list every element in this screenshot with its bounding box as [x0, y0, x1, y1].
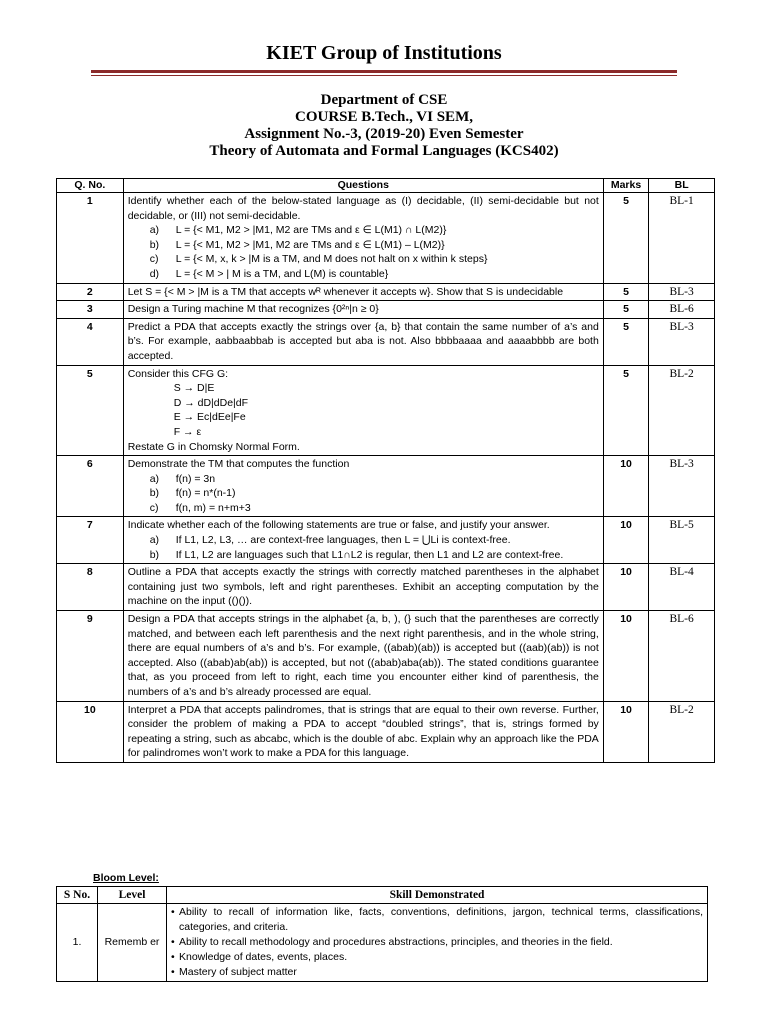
sub-question-letter: a) — [149, 472, 160, 485]
sub-question — [128, 267, 599, 282]
skill-text: Mastery of subject matter — [179, 966, 297, 978]
question-row — [57, 365, 715, 456]
sub-question — [128, 501, 599, 516]
subject-heading: Theory of Automata and Formal Languages (KCS402) — [209, 143, 559, 159]
question-bloom-level: BL-2 — [649, 701, 715, 762]
sub-question — [128, 223, 599, 238]
question-cell — [123, 611, 603, 702]
skill-item — [171, 905, 703, 935]
bloom-sno: 1. — [57, 904, 98, 982]
sub-question-text: If L1, L2 are languages such that L1∩L2 is regular, then L1 and L2 are context-free. — [175, 548, 564, 561]
course-heading: COURSE B.Tech., VI SEM, — [295, 109, 473, 125]
question-row — [57, 301, 715, 319]
question-text: Let S = {< M > |M is a TM that accepts wᴿ whenever it accepts w}. Show that S is undecidable — [127, 285, 564, 298]
question-text-after: Restate G in Chomsky Normal Form. — [127, 440, 300, 453]
question-row — [57, 456, 715, 517]
question-cell — [123, 301, 603, 319]
skill-item — [171, 965, 703, 980]
skill-text: Ability to recall methodology and procedures abstractions, principles, and theories in the field. — [179, 936, 613, 948]
institution-title: KIET Group of Institutions — [266, 42, 502, 64]
col-qno: Q. No. — [57, 179, 124, 193]
bloom-level-name: Rememb er — [98, 904, 167, 982]
question-bloom-level: BL-3 — [649, 318, 715, 365]
question-text: Outline a PDA that accepts exactly the strings with correctly matched parentheses in the alphabet containing just two symbols, left and right parentheses. Exhibit an accepting computation by the machine on the input (()()). — [127, 566, 599, 608]
skill-item — [171, 935, 703, 950]
question-bloom-level: BL-6 — [649, 301, 715, 319]
question-marks: 5 — [603, 318, 648, 365]
question-row — [57, 611, 715, 702]
col-questions: Questions — [123, 179, 603, 193]
bloom-col-skill: Skill Demonstrated — [167, 887, 708, 904]
question-number: 8 — [57, 564, 124, 611]
question-marks: 10 — [603, 611, 648, 702]
grammar-rule: F → ε — [173, 425, 202, 438]
question-number: 10 — [57, 701, 124, 762]
question-text: Demonstrate the TM that computes the function — [127, 458, 350, 471]
question-text: Design a PDA that accepts strings in the alphabet {a, b, ), (} such that the parentheses are correctly matched, and between each left parenthesis and the next right parenthesis, and in the whole string, there are equal numbers of a’s and b’s. For example, ((abab)(ab)) is accepted but ((aab)(ab)) is not accepted. Also ((abab)ab(ab)) is accepted, but not ((abab)aba(ab)). The stated conditions guarantee that, as you proceed from left to right, each time you encounter either kind of parenthesis, the numbers of a’s and b’s already processed are equal. — [127, 613, 599, 698]
question-bloom-level: BL-5 — [649, 517, 715, 564]
question-marks: 5 — [603, 193, 648, 284]
bloom-level-label: Bloom Level: — [93, 872, 159, 884]
bullet-icon: • — [171, 936, 175, 948]
sub-question — [128, 472, 599, 487]
sub-question — [128, 548, 599, 563]
question-number: 5 — [57, 365, 124, 456]
question-bloom-level: BL-1 — [649, 193, 715, 284]
bloom-table — [56, 886, 708, 982]
question-number: 7 — [57, 517, 124, 564]
question-row — [57, 283, 715, 301]
header-rule-thick — [91, 70, 677, 73]
question-row — [57, 517, 715, 564]
sub-question — [128, 533, 599, 548]
question-cell — [123, 456, 603, 517]
department-heading: Department of CSE — [320, 92, 448, 108]
question-number: 1 — [57, 193, 124, 284]
question-marks: 5 — [603, 365, 648, 456]
header-rule-thin — [91, 75, 677, 76]
question-row — [57, 564, 715, 611]
question-row — [57, 701, 715, 762]
question-row — [57, 193, 715, 284]
sub-question-letter: c) — [149, 253, 159, 266]
question-marks: 10 — [603, 456, 648, 517]
question-cell — [123, 283, 603, 301]
question-cell — [123, 193, 603, 284]
sub-question-letter: a) — [149, 224, 160, 237]
question-number: 4 — [57, 318, 124, 365]
sub-question-text: f(n, m) = n+m+3 — [175, 501, 251, 514]
question-text: Consider this CFG G: — [127, 367, 229, 380]
col-bl: BL — [649, 179, 715, 193]
sub-question-text: L = {< M1, M2 > |M1, M2 are TMs and ε ∈ L(M1) ∩ L(M2)} — [175, 224, 447, 237]
sub-question — [128, 238, 599, 253]
question-number: 3 — [57, 301, 124, 319]
question-marks: 10 — [603, 517, 648, 564]
question-text: Predict a PDA that accepts exactly the strings over {a, b} that contain the same number of a’s and b’s. For example, aabbaabbab is accepted but aba is not. Also bbbbaaaa and aaaabbbb are both accepted. — [127, 320, 599, 362]
grammar-rule: E → Ec|dEe|Fe — [173, 411, 246, 424]
skill-text: Ability to recall of information like, facts, conventions, definitions, jargon, technical terms, classifications, categories, and criteria. — [179, 906, 703, 933]
question-cell — [123, 318, 603, 365]
sub-question-text: f(n) = n*(n-1) — [175, 487, 236, 500]
sub-question-letter: b) — [149, 548, 160, 561]
question-marks: 5 — [603, 301, 648, 319]
skill-text: Knowledge of dates, events, places. — [179, 951, 348, 963]
question-text: Design a Turing machine M that recognizes {0²ⁿ|n ≥ 0} — [127, 303, 379, 316]
sub-question — [128, 486, 599, 501]
bloom-col-sno: S No. — [57, 887, 98, 904]
sub-question-text: f(n) = 3n — [175, 472, 216, 485]
question-cell — [123, 517, 603, 564]
sub-question-text: L = {< M1, M2 > |M1, M2 are TMs and ε ∈ L(M1) – L(M2)} — [175, 238, 445, 251]
bloom-body — [57, 904, 708, 982]
bullet-icon: • — [171, 906, 175, 918]
sub-question-letter: c) — [149, 501, 159, 514]
questions-body — [57, 193, 715, 763]
question-number: 6 — [57, 456, 124, 517]
sub-question — [128, 252, 599, 267]
question-bloom-level: BL-2 — [649, 365, 715, 456]
bloom-col-level: Level — [98, 887, 167, 904]
assignment-heading: Assignment No.-3, (2019-20) Even Semester — [244, 126, 524, 142]
question-number: 9 — [57, 611, 124, 702]
question-marks: 5 — [603, 283, 648, 301]
question-cell — [123, 701, 603, 762]
question-cell — [123, 564, 603, 611]
sub-question-letter: a) — [149, 534, 160, 547]
question-marks: 10 — [603, 701, 648, 762]
question-text: Interpret a PDA that accepts palindromes, that is strings that are equal to their own reverse. Further, consider the problem of making a PDA to accept “doubled strings”, that is, strings formed by repeating a string, such as abcabc, which is the double of abc. Explain why an approach like the PDA for palindromes won’t work to make a PDA for this language. — [127, 703, 599, 760]
grammar-rule: D → dD|dDe|dF — [173, 396, 249, 409]
question-text: Identify whether each of the below-stated language as (I) decidable, (II) semi-decidable but not decidable, or (III) not semi-decidable. — [127, 195, 599, 222]
sub-question-text: If L1, L2, L3, … are context-free languages, then L = ⋃Li is context-free. — [175, 534, 511, 547]
questions-table-header — [57, 179, 715, 193]
sub-question-letter: b) — [149, 487, 160, 500]
skill-item — [171, 950, 703, 965]
bloom-skills — [167, 904, 708, 982]
question-bloom-level: BL-3 — [649, 283, 715, 301]
question-marks: 10 — [603, 564, 648, 611]
question-cell — [123, 365, 603, 456]
question-row — [57, 318, 715, 365]
question-bloom-level: BL-4 — [649, 564, 715, 611]
sub-question-text: L = {< M, x, k > |M is a TM, and M does not halt on x within k steps} — [175, 253, 488, 266]
bullet-icon: • — [171, 951, 175, 963]
sub-question-text: L = {< M > | M is a TM, and L(M) is countable} — [175, 267, 389, 280]
sub-question-letter: d) — [149, 267, 160, 280]
question-number: 2 — [57, 283, 124, 301]
question-bloom-level: BL-3 — [649, 456, 715, 517]
bloom-table-header — [57, 887, 708, 904]
grammar-rule: S → D|E — [173, 382, 215, 395]
question-bloom-level: BL-6 — [649, 611, 715, 702]
questions-table — [56, 178, 715, 763]
bloom-row — [57, 904, 708, 982]
sub-question-letter: b) — [149, 238, 160, 251]
question-text: Indicate whether each of the following statements are true or false, and justify your answer. — [127, 519, 550, 532]
col-marks: Marks — [603, 179, 648, 193]
bullet-icon: • — [171, 966, 175, 978]
